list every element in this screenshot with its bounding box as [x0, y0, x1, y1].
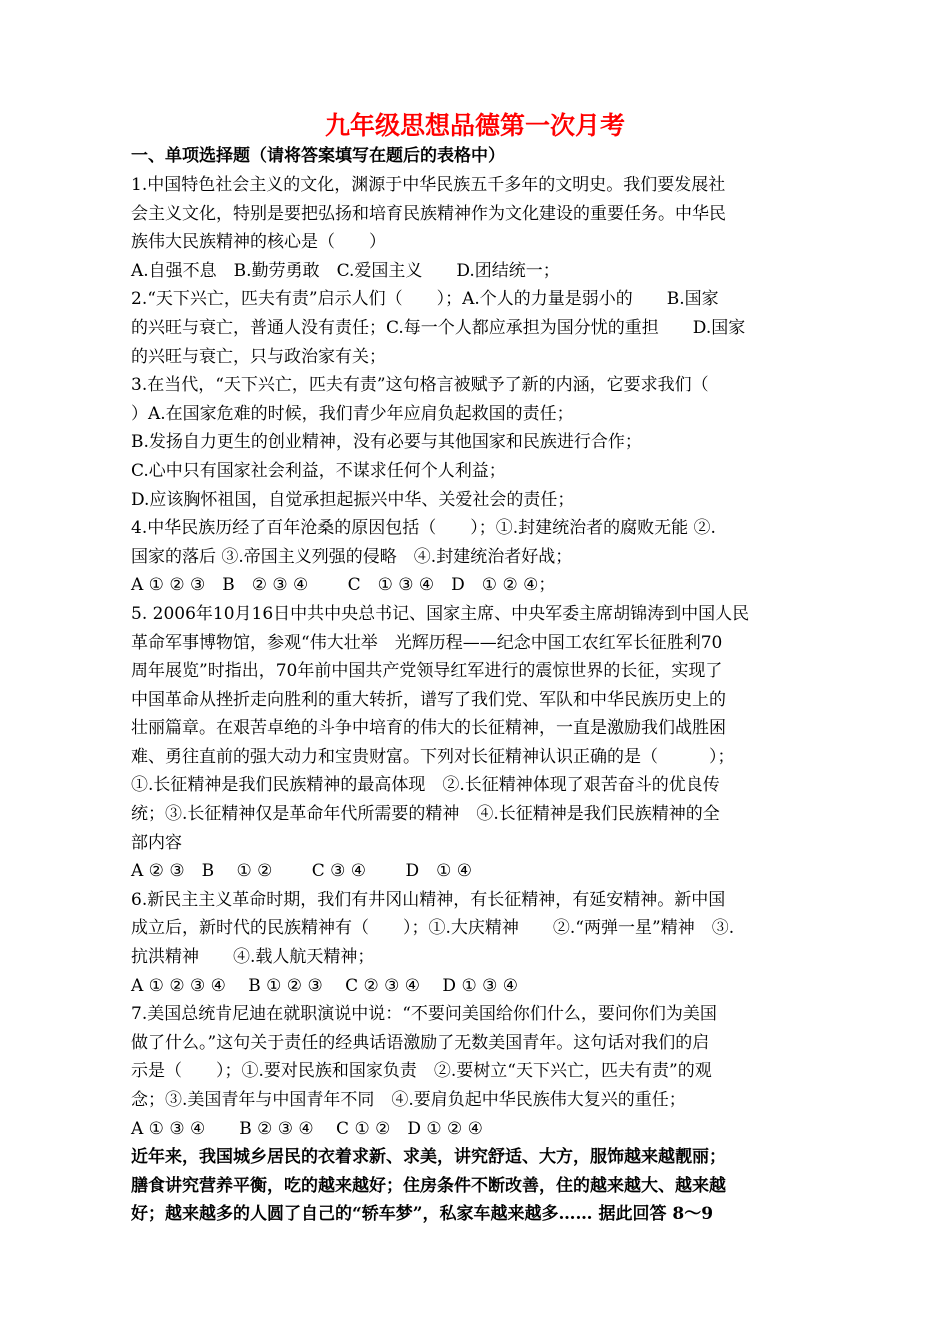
text-line: 难、勇往直前的强大动力和宝贵财富。下列对长征精神认识正确的是（ ）；: [131, 746, 735, 767]
text-line: 示是（ ）；①.要对民族和国家负责 ②.要树立“天下兴亡，匹夫有责”的观: [131, 1061, 712, 1082]
passage-line: 近年来，我国城乡居民的衣着求新、求美，讲究舒适、大方，服饰越来越靓丽；: [131, 1147, 726, 1168]
text-line: 族伟大民族精神的核心是（ ）: [131, 232, 386, 253]
text-line: A ① ② ③ ④ B ① ② ③ C ② ③ ④ D ① ③ ④: [131, 975, 518, 996]
text-line: 7.美国总统肯尼迪在就职演说中说：“不要问美国给你们什么，要问你们为美国: [131, 1004, 717, 1025]
text-line: 统；③.长征精神仅是革命年代所需要的精神 ④.长征精神是我们民族精神的全: [131, 804, 720, 825]
text-line: ）A.在国家危难的时候，我们青少年应肩负起救国的责任；: [131, 403, 574, 424]
text-line: 周年展览”时指出，70年前中国共产党领导红军进行的震惊世界的长征，实现了: [131, 661, 723, 682]
text-line: 做了什么。”这句关于责任的经典话语激励了无数美国青年。这句话对我们的启: [131, 1032, 710, 1053]
text-line: 抗洪精神 ④.载人航天精神；: [131, 947, 375, 968]
text-line: A ② ③ B ① ② C ③ ④ D ① ④: [131, 861, 472, 882]
text-line: 壮丽篇章。在艰苦卓绝的斗争中培育的伟大的长征精神，一直是激励我们战胜困: [131, 718, 726, 739]
text-line: 的兴旺与衰亡，普通人没有责任；C.每一个人都应承担为国分忧的重担 D.国家: [131, 317, 746, 338]
text-line: 3.在当代，“天下兴亡，匹夫有责”这句格言被赋予了新的内涵，它要求我们（: [131, 375, 709, 396]
text-line: 2.“天下兴亡，匹夫有责”启示人们（ ）；A.个人的力量是弱小的 B.国家: [131, 289, 719, 310]
text-line: 念；③.美国青年与中国青年不同 ④.要肩负起中华民族伟大复兴的重任；: [131, 1090, 686, 1110]
text-line: ①.长征精神是我们民族精神的最高体现 ②.长征精神体现了艰苦奋斗的优良传: [131, 775, 720, 796]
section-heading: 一、单项选择题（请将答案填写在题后的表格中）: [131, 146, 505, 166]
text-line: C.心中只有国家社会利益，不谋求任何个人利益；: [131, 460, 506, 481]
document-title: 九年级思想品德第一次月考: [324, 111, 625, 140]
question-body: [131, 171, 831, 1229]
text-line: 会主义文化，特别是要把弘扬和培育民族精神作为文化建设的重要任务。中华民: [131, 203, 726, 224]
text-line: 1.中国特色社会主义的文化，渊源于中华民族五千多年的文明史。我们要发展社: [131, 175, 726, 195]
text-line: 部内容: [131, 832, 182, 853]
text-line: A ① ② ③ B ② ③ ④ C ① ③ ④ D ① ② ④；: [131, 575, 556, 596]
text-line: 6.新民主主义革命时期，我们有井冈山精神，有长征精神，有延安精神。新中国: [131, 889, 726, 910]
text-line: B.发扬自力更生的创业精神，没有必要与其他国家和民族进行合作；: [131, 432, 642, 453]
text-line: 成立后，新时代的民族精神有（ ）；①.大庆精神 ②.“两弹一星”精神 ③.: [131, 918, 735, 939]
text-line: A.自强不息 B.勤劳勇敢 C.爱国主义 D.团结统一；: [131, 260, 560, 281]
passage-line: 膳食讲究营养平衡，吃的越来越好；住房条件不断改善，住的越来越大、越来越: [131, 1175, 726, 1196]
passage-line: 好；越来越多的人圆了自己的“轿车梦”，私家车越来越多…… 据此回答 8～9: [131, 1204, 714, 1225]
text-line: 革命军事博物馆，参观“伟大壮举 光辉历程——纪念中国工农红军长征胜利70: [131, 632, 723, 653]
text-line: 的兴旺与衰亡，只与政治家有关；: [131, 346, 386, 367]
text-line: 5. 2006年10月16日中共中央总书记、国家主席、中央军委主席胡锦涛到中国人民: [131, 603, 750, 624]
text-line: 4.中华民族历经了百年沧桑的原因包括（ ）；①.封建统治者的腐败无能 ②.: [131, 518, 716, 539]
text-line: 国家的落后 ③.帝国主义列强的侵略 ④.封建统治者好战；: [131, 546, 573, 567]
text-line: A ① ③ ④ B ② ③ ④ C ① ② D ① ② ④: [131, 1118, 483, 1139]
text-line: 中国革命从挫折走向胜利的重大转折，谱写了我们党、军队和中华民族历史上的: [131, 689, 726, 710]
text-line: D.应该胸怀祖国，自觉承担起振兴中华、关爱社会的责任；: [131, 489, 575, 510]
